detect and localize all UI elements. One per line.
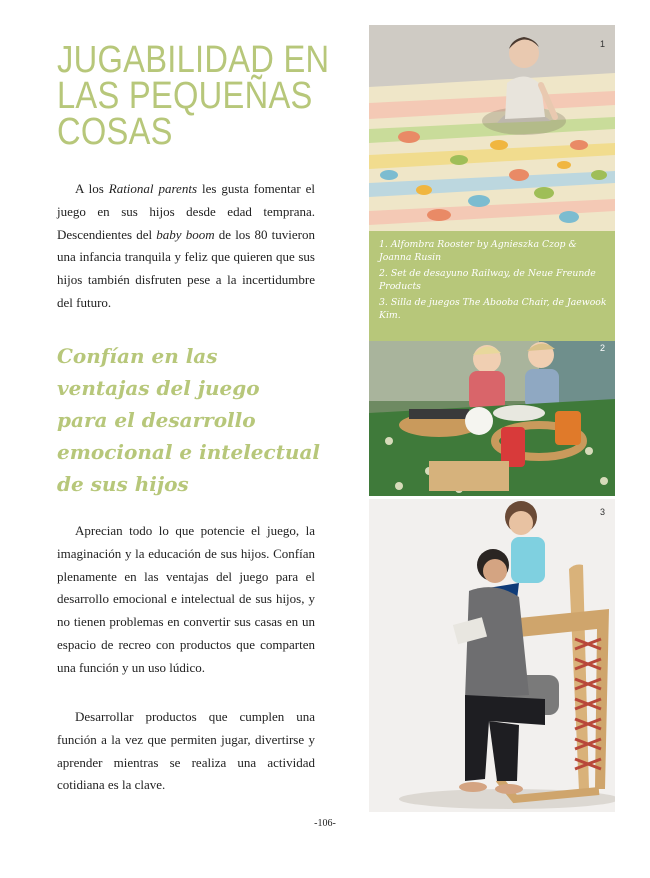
text-run: de los 80 tuvieron una infancia tranquila y feliz que quieren que sus hijos también disfruten pese a la incertidumbre del futuro. [57,226,315,310]
quote-line: para el desarrollo [57,408,256,432]
photo-number: 1 [599,39,605,49]
quote-line: de sus hijos [57,472,189,496]
text-run: A los [75,181,109,196]
photo-rooster-rug [369,25,615,231]
title-line: LAS PEQUEÑAS [57,75,313,117]
emphasis-rational-parents: Rational parents [108,181,197,196]
title-line: COSAS [57,111,173,153]
title-line: JUGABILIDAD EN [57,39,330,81]
emphasis-baby-boom: baby boom [156,226,215,242]
text-run: Desarrollar productos que cumplen una función a la vez que permiten jugar, divertirse y aprender mientras se realiza una actividad cotidiana es la clave. [57,709,315,793]
quote-line: emocional e intelectual [57,440,321,464]
page-number: -106- [314,818,336,829]
photo-captions [369,231,615,341]
body-paragraph-2 [57,520,315,680]
photo-railway-breakfast-set [369,341,615,496]
text-run: les gusta fomentar el juego en sus hijos desde edad temprana. Descendientes del [57,181,315,242]
pull-quote [57,340,321,500]
photo-abooba-chair [369,499,615,812]
caption-3: 3. Silla de juegos The Abooba Chair, de Jaewook Kim. [379,297,607,321]
photo-number: 2 [599,343,605,353]
quote-line: ventajas del juego [57,376,260,400]
intro-paragraph [57,178,315,315]
text-run: Aprecian todo lo que potencie el juego, la imaginación y la educación de sus hijos. Confían plenamente en las ventajas del juego para el desarrollo emocional e intelectual de sus hijos, y no tienen problemas en convertir sus casas en un espacio de recreo con productos que comparten una función y un uso lúdico. [57,523,315,675]
page-title [57,39,330,153]
caption-2: 2. Set de desayuno Railway, de Neue Freunde Products [379,268,596,292]
caption-1: 1. Alfombra Rooster by Agnieszka Czop & Joanna Rusin [379,239,577,263]
photo-number: 3 [599,507,605,517]
quote-line: Confían en las [57,344,218,368]
body-paragraph-3 [57,706,315,797]
